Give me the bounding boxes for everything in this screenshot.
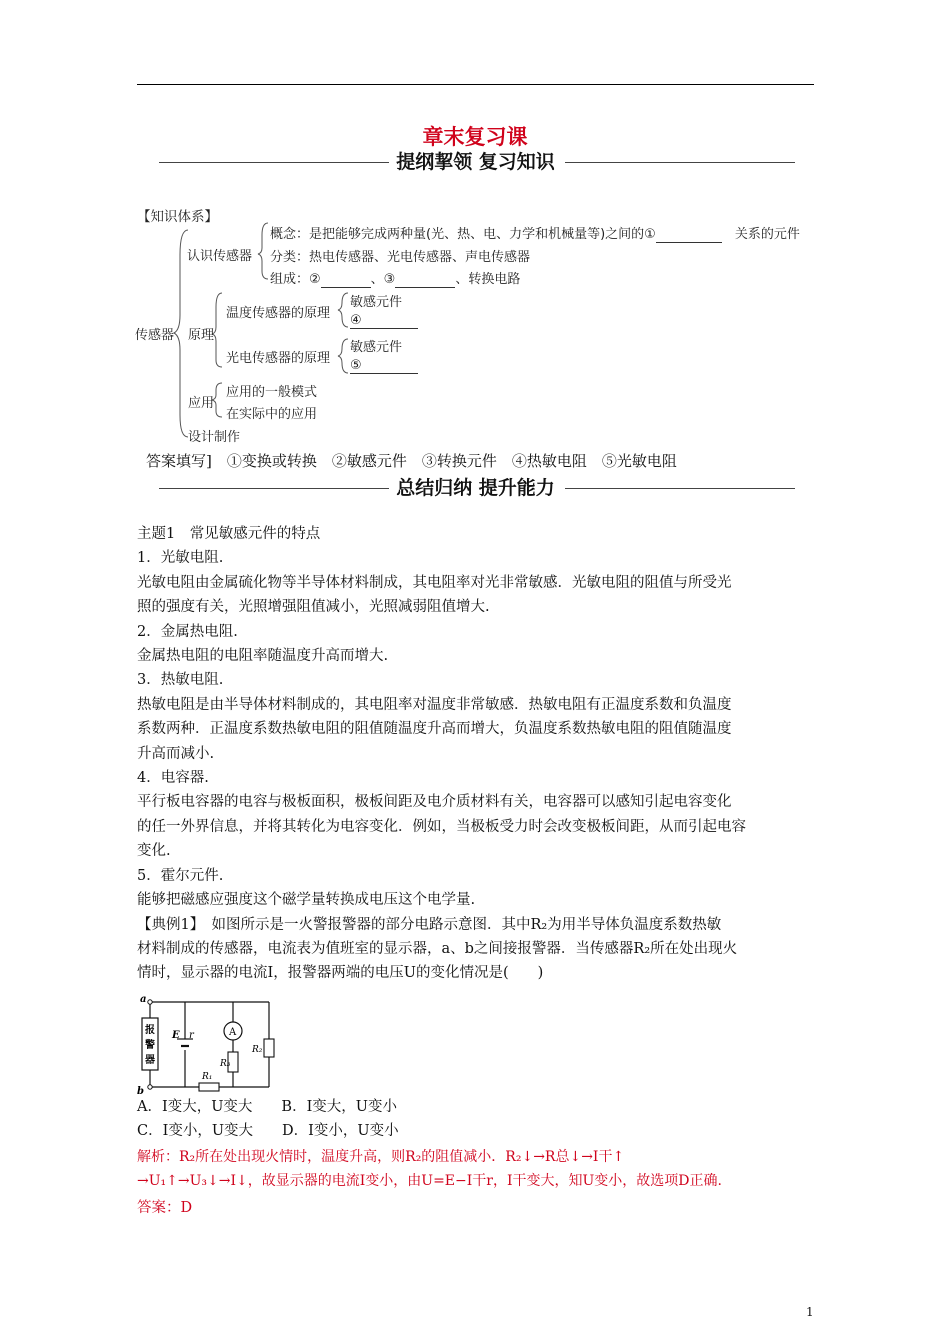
section-banner-1: [137, 147, 814, 177]
ammeter-label: A: [229, 1027, 237, 1038]
body-line: 变化.: [137, 843, 171, 860]
body-line: 3．热敏电阻.: [137, 672, 224, 689]
tree-blank-4: [350, 313, 418, 329]
body-line: 系数两种．正温度系数热敏电阻的阻值随温度升高而增大，负温度系数热敏电阻的阻值随温度: [137, 721, 732, 738]
tree-light-principle: 光电传感器的原理: [226, 351, 331, 366]
body-line: 照的强度有关，光照增强阻值减小，光照减弱阻值增大.: [137, 599, 490, 616]
tree-concept: [270, 223, 800, 243]
tree-apply: 应用: [188, 396, 215, 411]
blank-5: ⑤: [350, 358, 418, 374]
body-line: 热敏电阻是由半导体材料制成的，其电阻率对温度非常敏感．热敏电阻有正温度系数和负温度: [137, 696, 732, 713]
emf-label: E: [172, 1030, 180, 1041]
blank-2: [321, 272, 371, 288]
blank-1: [656, 227, 722, 243]
tree-root: 传感器: [135, 328, 175, 343]
tree-compose: [270, 268, 520, 288]
blank-4: ④: [350, 313, 418, 329]
body-line: 的任一外界信息，并将其转化为电容变化．例如，当极板受力时会改变极板间距，从而引起电容: [137, 818, 746, 835]
compose-tail: 、转换电路: [455, 272, 521, 287]
tree-recognize: 认识传感器: [187, 249, 253, 264]
tree-temp-principle: 温度传感器的原理: [226, 306, 331, 321]
knowledge-heading: 【知识体系】: [137, 209, 218, 225]
option-line: A．I变大，U变大 B．I变大，U变小: [137, 1099, 398, 1115]
body-line: 主题1 常见敏感元件的特点: [137, 526, 321, 542]
tree-sensitive-1: 敏感元件: [350, 295, 403, 310]
concept-text: 概念：是把能够完成两种量(光、热、电、力学和机械量等)之间的①: [270, 227, 656, 242]
compose-mid: 、③: [370, 272, 396, 287]
section-banner-2: [137, 473, 814, 503]
tree-apply-1: 应用的一般模式: [226, 385, 318, 400]
analysis-line: →U₁↑→U₃↓→I↓，故显示器的电流I变小，由U=E−I干r，I干变大，知U变小，故选项D正确.: [137, 1173, 722, 1190]
circuit-diagram: [132, 994, 282, 1100]
body-text: [137, 522, 817, 986]
body-line: 1．光敏电阻.: [137, 550, 224, 567]
alarm-label: 报警器: [145, 1025, 155, 1066]
body-line: 能够把磁感应强度这个磁学量转换成电压这个电学量.: [137, 892, 476, 909]
option-line: C．I变小，U变大 D．I变小，U变小: [137, 1123, 399, 1140]
options: [137, 1095, 817, 1144]
tree-design: 设计制作: [188, 430, 241, 445]
page-title: 章末复习课: [422, 125, 528, 149]
banner-text: 提纲挈领 复习知识: [396, 151, 555, 173]
terminal-b: b: [137, 1086, 144, 1097]
r3-label: R₃: [220, 1059, 231, 1069]
tree-principle: 原理: [188, 328, 215, 343]
page-number: 1: [806, 1305, 814, 1319]
body-line: 情时，显示器的电流I，报警器两端的电压U的变化情况是( ): [137, 965, 544, 982]
blank-3: [395, 272, 455, 288]
answer: 答案：D: [137, 1200, 193, 1216]
r2-label: R₂: [252, 1045, 263, 1055]
body-line: 2．金属热电阻.: [137, 623, 238, 640]
body-line: 【典例1】 如图所示是一火警报警器的部分电路示意图．其中R₂为用半导体负温度系数热敏: [137, 916, 722, 933]
r1-label: R₁: [202, 1072, 213, 1082]
tree-blank-5: [350, 358, 418, 374]
compose-pre: 组成：②: [270, 272, 321, 287]
body-line: 升高而减小.: [137, 745, 215, 762]
internal-resistance-label: r: [189, 1030, 194, 1041]
analysis-line: 解析：R₂所在处出现火情时，温度升高，则R₂的阻值减小．R₂↓→R总↓→I干↑: [137, 1149, 625, 1165]
analysis: [137, 1145, 827, 1194]
body-line: 光敏电阻由金属硫化物等半导体材料制成，其电阻率对光非常敏感．光敏电阻的阻值与所受光: [137, 574, 732, 591]
answer-fill: 答案填写] ①变换或转换 ②敏感元件 ③转换元件 ④热敏电阻 ⑤光敏电阻: [146, 452, 677, 470]
tree-apply-2: 在实际中的应用: [226, 407, 318, 422]
banner-text: 总结归纳 提升能力: [396, 477, 555, 499]
terminal-a: a: [140, 994, 147, 1005]
body-line: 4．电容器.: [137, 770, 209, 787]
body-line: 材料制成的传感器，电流表为值班室的显示器，a、b之间接报警器．当传感器R₂所在处出现火: [137, 940, 738, 957]
body-line: 5．霍尔元件.: [137, 867, 224, 884]
body-line: 金属热电阻的电阻率随温度升高而增大.: [137, 648, 389, 665]
tree-sensitive-2: 敏感元件: [350, 340, 403, 355]
concept-tail: 关系的元件: [734, 227, 800, 242]
header-rule: [137, 84, 814, 85]
body-line: 平行板电容器的电容与极板面积，极板间距及电介质材料有关，电容器可以感知引起电容变化: [137, 794, 732, 811]
tree-classify: 分类：热电传感器、光电传感器、声电传感器: [270, 250, 531, 265]
